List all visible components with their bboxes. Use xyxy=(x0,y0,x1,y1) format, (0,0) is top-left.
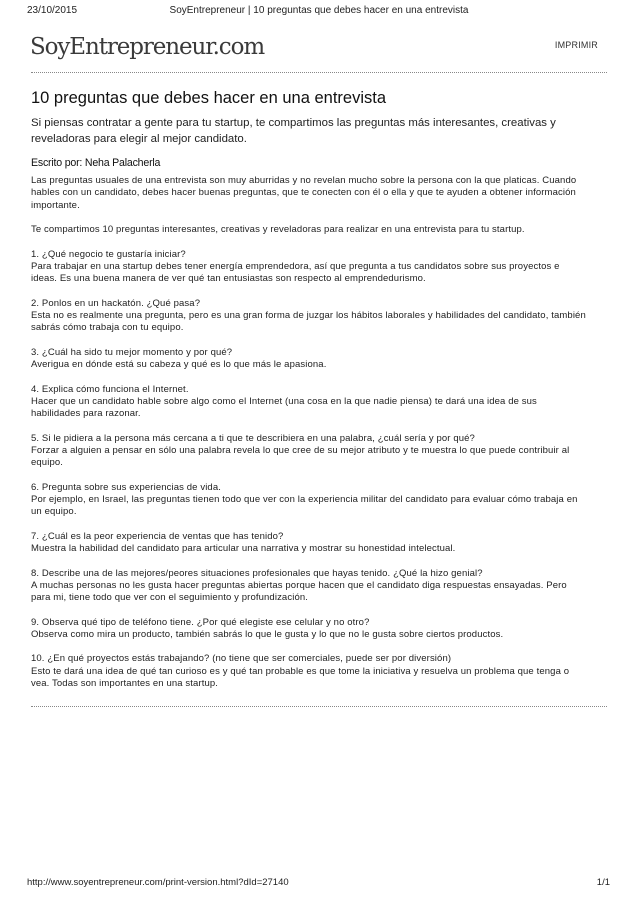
question-heading: 6. Pregunta sobre sus experiencias de vida. xyxy=(31,481,221,493)
question-item xyxy=(31,298,586,335)
site-logo[interactable]: SoyEntrepreneur.com xyxy=(30,34,265,60)
question-text: Muestra la habilidad del candidato para articular una narrativa y mostrar su honestidad intelectual. xyxy=(31,543,456,555)
question-text: Averigua en dónde está su cabeza y qué es lo que más le apasiona. xyxy=(31,359,327,371)
question-heading: 7. ¿Cuál es la peor experiencia de ventas que has tenido? xyxy=(31,530,284,542)
question-text: Para trabajar en una startup debes tener energía emprendedora, así que pregunta a tus candidatos sobre sus proyectos e ideas. Es una buena manera de ver qué tan entusiastas son respecto al emprendedurismo. xyxy=(31,260,560,285)
question-text: Esto te dará una idea de qué tan curioso es y qué tan probable es que tome la iniciativa y resuelva un problema que tenga o vea. Todas son importantes en una startup. xyxy=(31,665,570,689)
question-text: Hacer que un candidato hable sobre algo como el Internet (una cosa en la que nadie piensa) te dará una idea de sus habilidades para razonar. xyxy=(31,395,537,420)
print-footer xyxy=(0,877,638,891)
print-page-title: SoyEntrepreneur | 10 preguntas que debes hacer en una entrevista xyxy=(169,5,469,16)
question-heading: 5. Si le pidiera a la persona más cercana a ti que te describiera en una palabra, ¿cuál sería y por qué? xyxy=(31,432,475,444)
article-title: 10 preguntas que debes hacer en una entrevista xyxy=(31,89,387,107)
print-url: http://www.soyentrepreneur.com/print-version.html?dId=27140 xyxy=(27,877,289,888)
question-text: Esta no es realmente una pregunta, pero es una gran forma de juzgar los hábitos laborales y habilidades del candidato, también sabrás cómo trabaja con tu equipo. xyxy=(31,309,586,334)
article xyxy=(31,88,586,702)
question-item xyxy=(31,482,586,519)
article-subtitle: Si piensas contratar a gente para tu startup, te compartimos las preguntas más interesantes, creativas y reveladoras para elegir al mejor candidato. xyxy=(31,117,556,145)
question-heading: 8. Describe una de las mejores/peores situaciones profesionales que hayas tenido. ¿Qué la hizo genial? xyxy=(31,567,483,579)
question-item xyxy=(31,384,586,421)
question-item xyxy=(31,653,586,690)
question-item xyxy=(31,568,586,605)
bottom-divider xyxy=(31,706,607,707)
print-date: 23/10/2015 xyxy=(27,5,78,16)
question-heading: 4. Explica cómo funciona el Internet. xyxy=(31,383,189,395)
question-text: Observa como mira un producto, también sabrás lo que le gusta y lo que no le gusta sobre ciertos productos. xyxy=(31,628,504,640)
question-item xyxy=(31,347,586,372)
intro-paragraph: Las preguntas usuales de una entrevista son muy aburridas y no revelan mucho sobre la persona con la que platicas. Cuando hables con un candidato, debes hacer buenas preguntas, que te conecten con él o ella y que te ayuden a obtener información importante. xyxy=(31,175,577,211)
question-heading: 9. Observa qué tipo de teléfono tiene. ¿Por qué elegiste ese celular y no otro? xyxy=(31,616,370,628)
question-heading: 10. ¿En qué proyectos estás trabajando? (no tiene que ser comerciales, puede ser por diversión) xyxy=(31,653,452,665)
article-body xyxy=(31,175,586,690)
question-text: Por ejemplo, en Israel, las preguntas tienen todo que ver con la experiencia militar del candidato para evaluar cómo trabaja en un equipo. xyxy=(31,493,578,518)
question-item xyxy=(31,617,586,642)
print-link[interactable]: IMPRIMIR xyxy=(554,40,598,50)
article-author: Escrito por: Neha Palacherla xyxy=(31,157,161,169)
question-heading: 3. ¿Cuál ha sido tu mejor momento y por qué? xyxy=(31,346,233,358)
question-item xyxy=(31,249,586,286)
page-number: 1/1 xyxy=(596,877,610,888)
question-text: A muchas personas no les gusta hacer preguntas abiertas porque hacen que el candidato diga respuestas ensayadas. Pero para mi, tiene todo que ver con el seguimiento y profundización. xyxy=(31,579,567,604)
intro-paragraph: Te compartimos 10 preguntas interesantes, creativas y reveladoras para realizar en una entrevista para tu startup. xyxy=(31,224,525,236)
question-item xyxy=(31,531,586,556)
question-text: Forzar a alguien a pensar en sólo una palabra revela lo que cree de su mejor atributo y te muestra lo que puede contribuir al equipo. xyxy=(31,444,570,469)
question-item xyxy=(31,433,586,470)
print-header xyxy=(0,0,638,20)
question-heading: 2. Ponlos en un hackatón. ¿Qué pasa? xyxy=(31,297,201,309)
question-heading: 1. ¿Qué negocio te gustaría iniciar? xyxy=(31,248,186,260)
top-divider xyxy=(31,72,607,73)
